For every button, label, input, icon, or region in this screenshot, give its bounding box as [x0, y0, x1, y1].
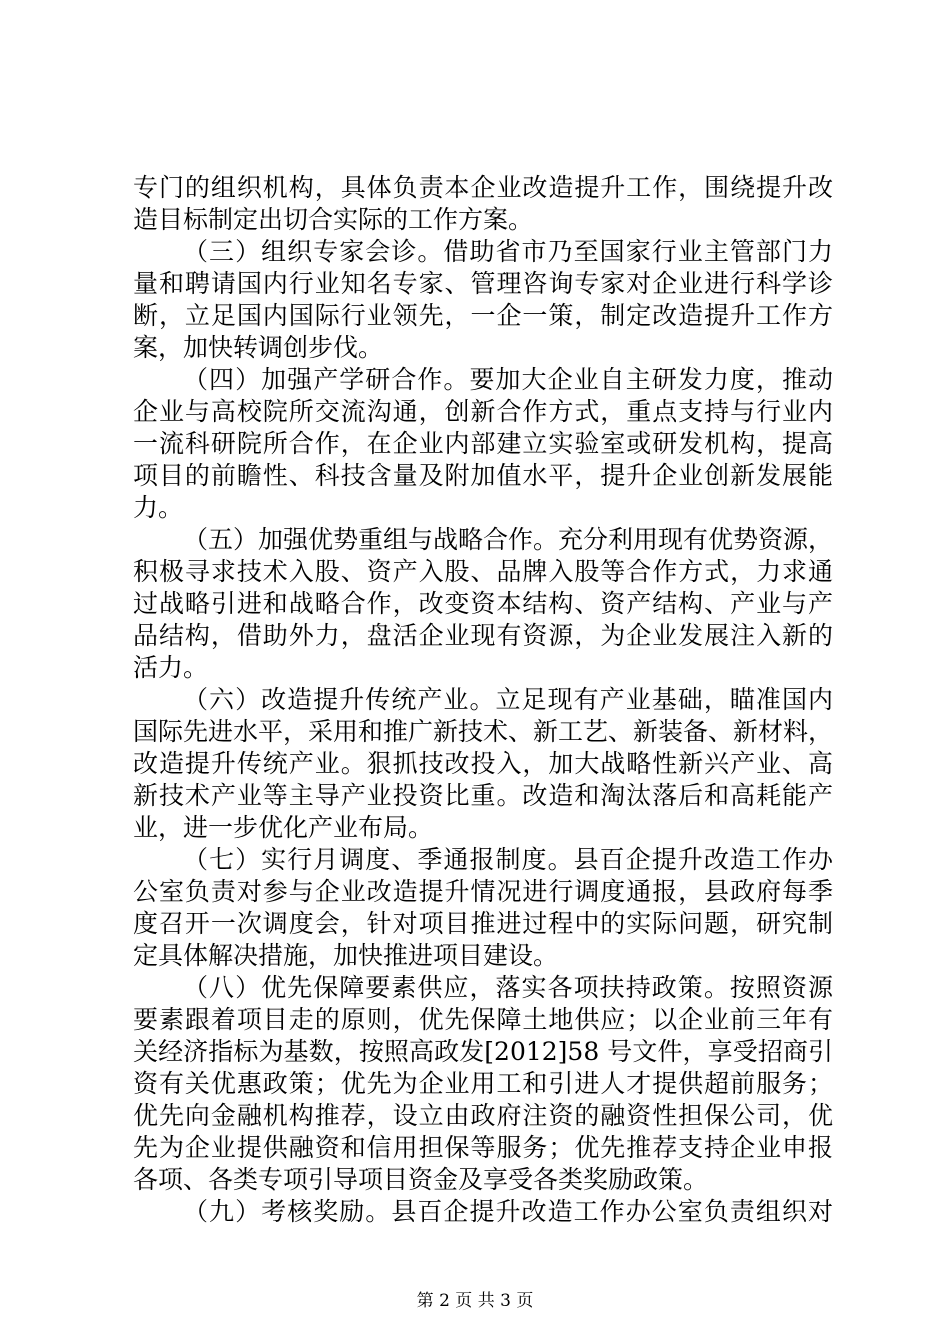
text-line: 资有关优惠政策；优先为企业用工和引进人才提供超前服务；: [133, 1069, 833, 1098]
text-line: 企业与高校院所交流沟通，创新合作方式，重点支持与行业内: [133, 397, 833, 426]
text-line: 过战略引进和战略合作，改变资本结构、资产结构、产业与产: [133, 589, 833, 618]
text-line: （三）组织专家会诊。借助省市乃至国家行业主管部门力: [183, 237, 833, 266]
text-line: 专门的组织机构，具体负责本企业改造提升工作，围绕提升改: [133, 173, 833, 202]
text-line: 活力。: [133, 653, 209, 682]
text-line: 定具体解决措施，加快推进项目建设。: [133, 941, 559, 970]
text-line: 各项、各类专项引导项目资金及享受各类奖励政策。: [133, 1165, 709, 1194]
text-line: （四）加强产学研合作。要加大企业自主研发力度，推动: [183, 365, 833, 394]
text-line: 品结构，借助外力，盘活企业现有资源，为企业发展注入新的: [133, 621, 833, 650]
text-line: 力。: [133, 493, 184, 522]
text-line: 断，立足国内国际行业领先，一企一策，制定改造提升工作方: [133, 301, 833, 330]
text-line: 新技术产业等主导产业投资比重。改造和淘汰落后和高耗能产: [133, 781, 833, 810]
text-line: 先为企业提供融资和信用担保等服务；优先推荐支持企业申报: [133, 1133, 833, 1162]
text-line: （六）改造提升传统产业。立足现有产业基础，瞄准国内: [183, 685, 833, 714]
text-line: 国际先进水平，采用和推广新技术、新工艺、新装备、新材料，: [133, 717, 833, 746]
text-line: （八）优先保障要素供应，落实各项扶持政策。按照资源: [183, 973, 833, 1002]
text-line: 度召开一次调度会，针对项目推进过程中的实际问题，研究制: [133, 909, 833, 938]
text-line: （七）实行月调度、季通报制度。县百企提升改造工作办: [183, 845, 833, 874]
text-line: 案，加快转调创步伐。: [133, 333, 384, 362]
page-footer: 第 2 页 共 3 页: [416, 1291, 534, 1311]
text-line: 要素跟着项目走的原则，优先保障土地供应；以企业前三年有: [133, 1005, 833, 1034]
text-line: 优先向金融机构推荐，设立由政府注资的融资性担保公司，优: [133, 1101, 833, 1130]
text-line: 一流科研院所合作，在企业内部建立实验室或研发机构，提高: [133, 429, 833, 458]
text-line: 量和聘请国内行业知名专家、管理咨询专家对企业进行科学诊: [133, 269, 833, 298]
text-line: 积极寻求技术入股、资产入股、品牌入股等合作方式，力求通: [133, 557, 833, 586]
text-line: 业，进一步优化产业布局。: [133, 813, 434, 842]
text-line: （五）加强优势重组与战略合作。充分利用现有优势资源，: [183, 525, 833, 554]
text-line: （九）考核奖励。县百企提升改造工作办公室负责组织对: [183, 1197, 833, 1226]
text-line: 改造提升传统产业。狠抓技改投入，加大战略性新兴产业、高: [133, 749, 833, 778]
text-line: 造目标制定出切合实际的工作方案。: [133, 205, 534, 234]
text-line: 公室负责对参与企业改造提升情况进行调度通报，县政府每季: [133, 877, 833, 906]
document-body: [133, 172, 833, 1228]
text-line: 关经济指标为基数，按照高政发[2012]58 号文件，享受招商引: [133, 1037, 833, 1066]
text-line: 项目的前瞻性、科技含量及附加值水平，提升企业创新发展能: [133, 461, 833, 490]
